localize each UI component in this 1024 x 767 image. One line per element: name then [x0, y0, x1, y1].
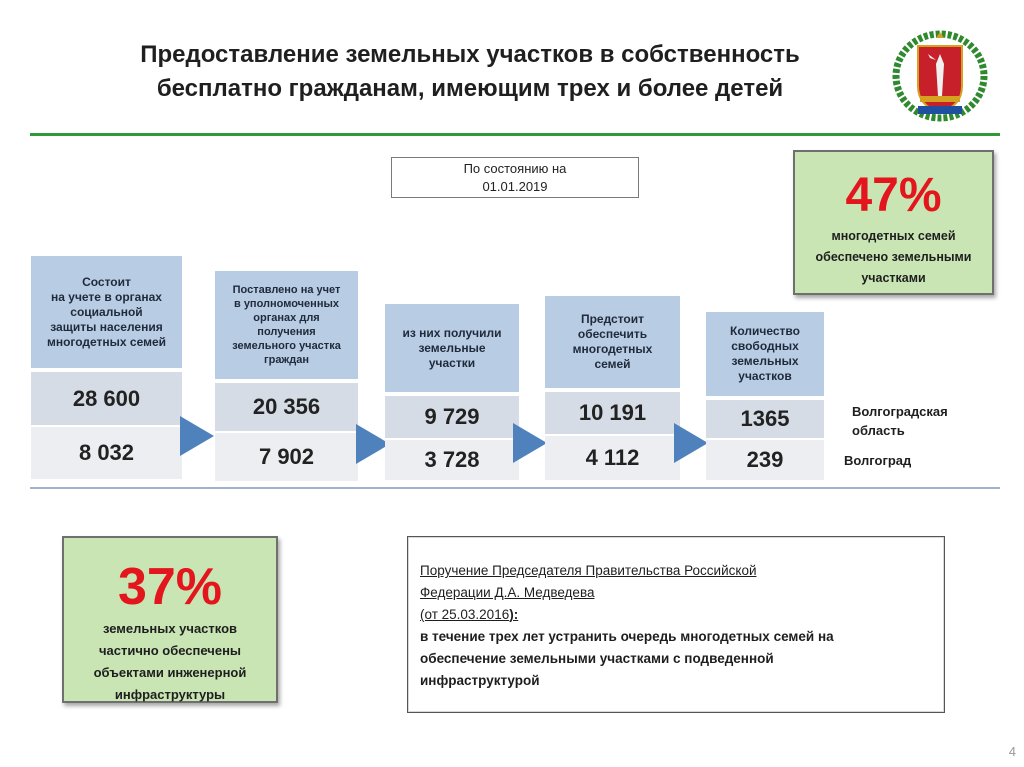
column-header-line: социальной: [70, 304, 143, 319]
infrastructure-desc-4: инфраструктуры: [114, 687, 226, 702]
column-header-line: участки: [428, 355, 476, 370]
column-header-line: Поставлено на учет: [232, 284, 341, 296]
column-header-free-plots: [706, 312, 824, 396]
value-city-registered-social: 8 032: [31, 427, 182, 479]
column-header-line: земельных: [731, 354, 799, 368]
column-header-line: из них получили: [402, 325, 502, 340]
column-header-line: Состоит: [82, 274, 131, 289]
government-instruction-box: [407, 536, 945, 713]
date-box: [391, 157, 639, 198]
families-provided-desc-3: участками: [861, 271, 926, 285]
column-header-line: обеспечить: [577, 327, 648, 341]
column-header-line: земельного участка: [232, 340, 341, 352]
column-header-registered-authorized: [215, 271, 358, 379]
column-header-line: в уполномоченных: [234, 298, 339, 310]
column-header-line: многодетных семей: [46, 334, 167, 349]
instruction-date-suffix: ):: [509, 607, 519, 622]
page-title: [60, 38, 880, 106]
column-header-line: многодетных: [572, 342, 653, 356]
column-header-line: граждан: [264, 354, 309, 366]
instruction-body-2: обеспечение земельными участками с подведенной: [420, 651, 774, 666]
date-box-label: По состоянию на: [463, 161, 567, 176]
families-provided-desc-1: многодетных семей: [831, 229, 956, 243]
infrastructure-desc-3: объектами инженерной: [93, 665, 247, 680]
families-provided-desc-2: обеспечено земельными: [815, 250, 972, 264]
instruction-date: (от 25.03.2016: [420, 607, 510, 622]
column-header-line: получения: [257, 326, 316, 338]
coat-of-arms-icon: [890, 24, 990, 124]
column-header-line: Предстоит: [580, 312, 645, 326]
value-region-to-provide: 10 191: [545, 392, 680, 434]
section-divider: [30, 487, 1000, 489]
value-region-registered-social: 28 600: [31, 372, 182, 425]
column-header-line: семей: [594, 357, 631, 371]
column-header-to-provide: [545, 296, 680, 388]
infrastructure-desc-2: частично обеспечены: [98, 643, 242, 658]
column-header-registered-social: [31, 256, 182, 368]
column-header-line: земельные: [418, 340, 486, 355]
infrastructure-percent: 37%: [117, 558, 223, 616]
arrow-right-icon: [180, 416, 214, 456]
value-city-registered-authorized: 7 902: [215, 433, 358, 481]
value-region-free-plots: 1365: [706, 400, 824, 438]
row-label-region-line-2: область: [852, 423, 905, 438]
families-provided-percent: 47%: [845, 169, 942, 222]
column-header-line: свободных: [731, 339, 799, 353]
infrastructure-desc-1: земельных участков: [102, 621, 238, 636]
instruction-heading-2: Федерации Д.А. Медведева: [420, 585, 595, 600]
families-provided-stat: [793, 150, 994, 295]
title-line-2: бесплатно гражданам, имеющим трех и более детей: [156, 75, 784, 102]
row-label-city: Волгоград: [844, 453, 912, 468]
infrastructure-stat: [62, 536, 278, 703]
value-city-to-provide: 4 112: [545, 436, 680, 480]
column-header-line: на учете в органах: [51, 289, 162, 304]
value-city-free-plots: 239: [706, 440, 824, 480]
value-region-registered-authorized: 20 356: [215, 383, 358, 431]
title-line-1: Предоставление земельных участков в собственность: [140, 41, 800, 68]
instruction-heading-1: Поручение Председателя Правительства Российской: [420, 563, 757, 578]
value-region-received-plots: 9 729: [385, 396, 519, 438]
date-box-date: 01.01.2019: [482, 179, 548, 194]
value-city-received-plots: 3 728: [385, 440, 519, 480]
page-number: 4: [1008, 744, 1016, 759]
column-header-line: органах для: [253, 312, 320, 324]
arrow-right-icon: [513, 423, 547, 463]
column-header-line: Количество: [730, 324, 800, 338]
header-divider: [30, 133, 1000, 136]
row-label-region-line-1: Волгоградская: [852, 404, 948, 419]
instruction-body-1: в течение трех лет устранить очередь многодетных семей на: [420, 629, 834, 644]
column-header-line: участков: [738, 369, 792, 383]
column-header-line: защиты населения: [50, 319, 163, 334]
column-header-received-plots: [385, 304, 519, 392]
row-label-region: [852, 402, 948, 440]
instruction-body-3: инфраструктурой: [420, 673, 540, 688]
arrow-right-icon: [674, 423, 708, 463]
